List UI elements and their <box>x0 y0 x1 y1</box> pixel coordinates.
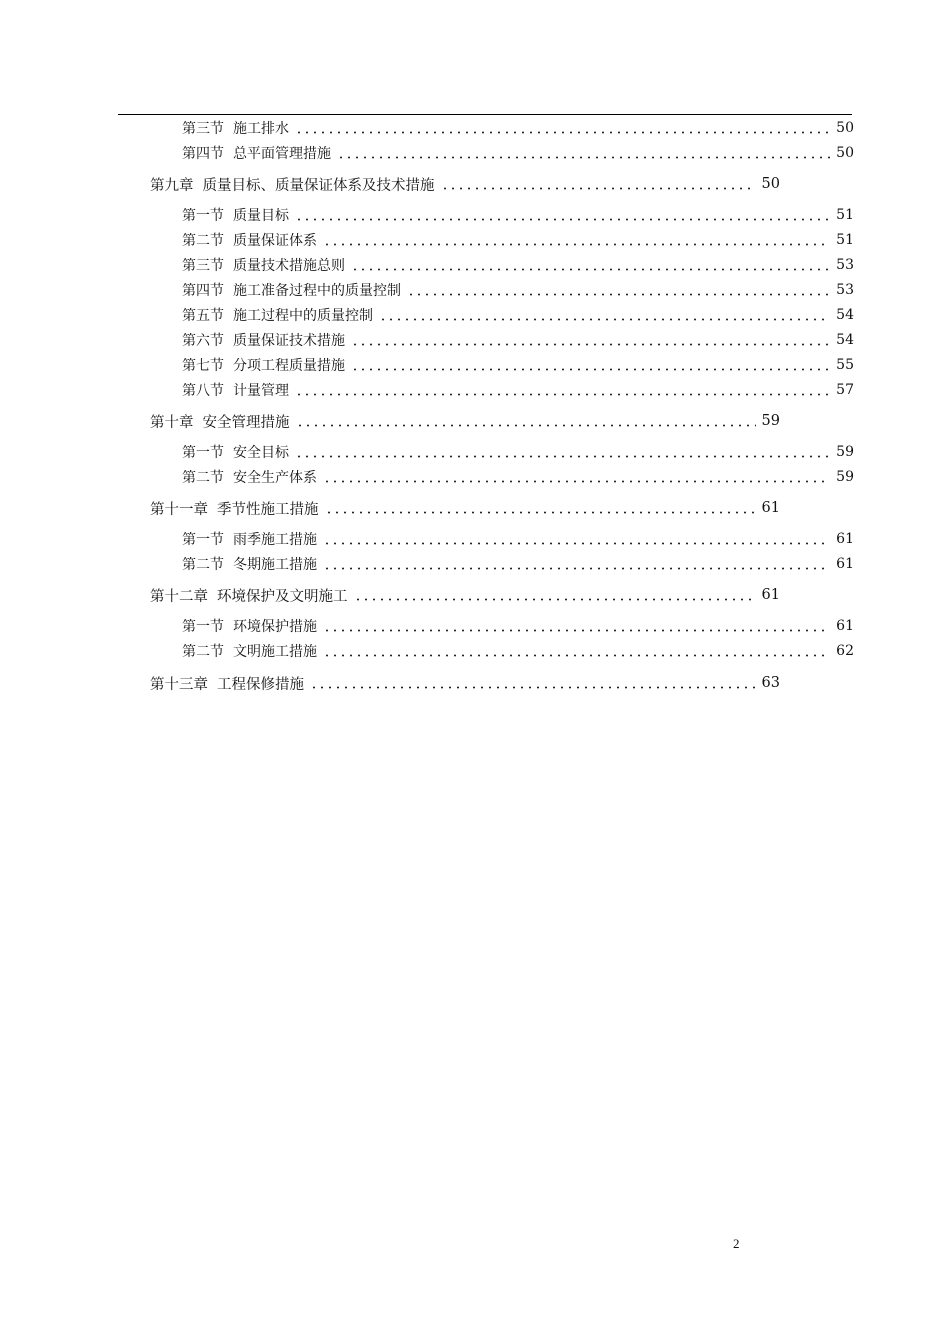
footer-page-number: 2 <box>733 1236 740 1251</box>
toc-entry-title: 环境保护措施 <box>233 619 317 635</box>
toc-section-entry[interactable] <box>182 279 854 301</box>
toc-entry-title: 计量管理 <box>233 383 289 399</box>
toc-entry-title: 质量保证体系 <box>233 233 317 249</box>
toc-entry-number: 第二节 <box>182 470 224 486</box>
toc-section-entry[interactable] <box>182 304 854 326</box>
toc-entry-label <box>182 641 317 661</box>
toc-entry-number: 第七节 <box>182 358 224 374</box>
toc-entry-title: 质量目标、质量保证体系及技术措施 <box>202 177 435 194</box>
toc-entry-page: 54 <box>836 332 854 348</box>
toc-entry-number: 第六节 <box>182 333 224 349</box>
toc-entry-number: 第一节 <box>182 619 224 635</box>
toc-entry-title: 施工排水 <box>233 121 289 137</box>
toc-entry-label <box>182 330 345 350</box>
toc-entry-label <box>182 380 289 400</box>
toc-entry-page: 51 <box>836 232 854 248</box>
toc-entry-page: 57 <box>836 382 854 398</box>
toc-entry-number: 第九章 <box>150 177 194 194</box>
toc-entry-page: 54 <box>836 307 854 323</box>
toc-entry-title: 工程保修措施 <box>217 676 304 693</box>
toc-dot-leader <box>323 542 830 545</box>
toc-entry-page: 55 <box>836 357 854 373</box>
toc-entry-title: 质量保证技术措施 <box>233 333 345 349</box>
toc-dot-leader <box>323 654 830 657</box>
toc-dot-leader <box>295 393 830 396</box>
toc-section-entry[interactable] <box>182 254 854 276</box>
toc-entry-number: 第八节 <box>182 383 224 399</box>
toc-dot-leader <box>295 131 830 134</box>
toc-dot-leader <box>295 455 830 458</box>
toc-entry-title: 冬期施工措施 <box>233 557 317 573</box>
toc-dot-leader <box>323 567 830 570</box>
toc-entry-title: 安全目标 <box>233 445 289 461</box>
toc-chapter-entry[interactable] <box>150 173 780 195</box>
toc-entry-page: 61 <box>836 531 854 547</box>
toc-entry-label <box>150 498 319 519</box>
toc-section-entry[interactable] <box>182 615 854 637</box>
toc-entry-label <box>182 118 289 138</box>
toc-entry-label <box>182 305 373 325</box>
toc-entry-page: 61 <box>836 556 854 572</box>
toc-entry-number: 第四节 <box>182 283 224 299</box>
toc-section-entry[interactable] <box>182 466 854 488</box>
toc-section-entry[interactable] <box>182 142 854 164</box>
toc-section-entry[interactable] <box>182 379 854 401</box>
toc-entry-title: 施工过程中的质量控制 <box>233 308 373 324</box>
toc-entry-label <box>150 673 304 694</box>
toc-entry-number: 第一节 <box>182 208 224 224</box>
toc-entry-number: 第十三章 <box>150 676 208 693</box>
toc-dot-leader <box>296 424 756 427</box>
toc-dot-leader <box>407 293 830 296</box>
toc-entry-title: 质量目标 <box>233 208 289 224</box>
toc-section-entry[interactable] <box>182 329 854 351</box>
toc-entry-title: 雨季施工措施 <box>233 532 317 548</box>
toc-entry-label <box>182 143 331 163</box>
toc-chapter-entry[interactable] <box>150 497 780 519</box>
toc-entry-number: 第一节 <box>182 532 224 548</box>
toc-entry-number: 第四节 <box>182 146 224 162</box>
toc-entry-number: 第十一章 <box>150 501 208 518</box>
toc-section-entry[interactable] <box>182 354 854 376</box>
toc-entry-label <box>182 280 401 300</box>
toc-chapter-entry[interactable] <box>150 410 780 432</box>
toc-entry-number: 第二节 <box>182 644 224 660</box>
toc-entry-title: 季节性施工措施 <box>217 501 319 518</box>
toc-entry-label <box>182 467 317 487</box>
toc-dot-leader <box>351 343 830 346</box>
toc-entry-title: 分项工程质量措施 <box>233 358 345 374</box>
toc-entry-page: 59 <box>836 444 854 460</box>
toc-entry-page: 50 <box>836 145 854 161</box>
toc-chapter-entry[interactable] <box>150 584 780 606</box>
toc-entry-page: 50 <box>836 120 854 136</box>
toc-entry-label <box>182 529 317 549</box>
toc-entry-label <box>150 411 290 432</box>
toc-entry-number: 第五节 <box>182 308 224 324</box>
toc-entry-label <box>182 255 345 275</box>
toc-entry-label <box>150 174 435 195</box>
toc-entry-number: 第二节 <box>182 233 224 249</box>
toc-dot-leader <box>354 598 756 601</box>
toc-entry-title: 总平面管理措施 <box>233 146 331 162</box>
toc-entry-label <box>182 205 289 225</box>
toc-section-entry[interactable] <box>182 640 854 662</box>
toc-entry-title: 施工准备过程中的质量控制 <box>233 283 401 299</box>
toc-section-entry[interactable] <box>182 441 854 463</box>
toc-entry-page: 50 <box>761 176 780 192</box>
toc-entry-number: 第十章 <box>150 414 194 431</box>
toc-entry-label <box>182 554 317 574</box>
toc-entry-label <box>182 616 317 636</box>
toc-entry-page: 59 <box>761 413 780 429</box>
toc-section-entry[interactable] <box>182 117 854 139</box>
toc-entry-page: 62 <box>836 643 854 659</box>
toc-section-entry[interactable] <box>182 204 854 226</box>
toc-dot-leader <box>323 243 830 246</box>
toc-entry-title: 文明施工措施 <box>233 644 317 660</box>
toc-entry-number: 第三节 <box>182 258 224 274</box>
toc-entry-title: 环境保护及文明施工 <box>217 588 348 605</box>
toc-dot-leader <box>441 187 756 190</box>
toc-section-entry[interactable] <box>182 528 854 550</box>
toc-dot-leader <box>325 511 756 514</box>
toc-entry-label <box>182 230 317 250</box>
toc-entry-label <box>182 442 289 462</box>
toc-dot-leader <box>351 368 830 371</box>
toc-entry-page: 53 <box>836 282 854 298</box>
toc-entry-page: 59 <box>836 469 854 485</box>
toc-entry-page: 63 <box>761 675 780 691</box>
toc-dot-leader <box>310 686 756 689</box>
toc-entry-number: 第三节 <box>182 121 224 137</box>
toc-section-entry[interactable] <box>182 229 854 251</box>
toc-entry-title: 安全生产体系 <box>233 470 317 486</box>
toc-entry-page: 61 <box>761 587 780 603</box>
toc-entry-page: 61 <box>761 500 780 516</box>
toc-dot-leader <box>323 629 830 632</box>
toc-dot-leader <box>323 480 830 483</box>
toc-dot-leader <box>379 318 830 321</box>
toc-entry-title: 质量技术措施总则 <box>233 258 345 274</box>
toc-entry-page: 61 <box>836 618 854 634</box>
toc-entry-title: 安全管理措施 <box>202 414 290 431</box>
toc-entry-label <box>182 355 345 375</box>
toc-entry-label <box>150 585 348 606</box>
toc-entry-page: 53 <box>836 257 854 273</box>
toc-entry-number: 第十二章 <box>150 588 208 605</box>
toc-section-entry[interactable] <box>182 553 854 575</box>
toc-dot-leader <box>337 156 830 159</box>
toc-dot-leader <box>295 218 830 221</box>
toc-entry-number: 第二节 <box>182 557 224 573</box>
toc-dot-leader <box>351 268 830 271</box>
toc-chapter-entry[interactable] <box>150 672 780 694</box>
toc-entry-page: 51 <box>836 207 854 223</box>
toc-entry-number: 第一节 <box>182 445 224 461</box>
